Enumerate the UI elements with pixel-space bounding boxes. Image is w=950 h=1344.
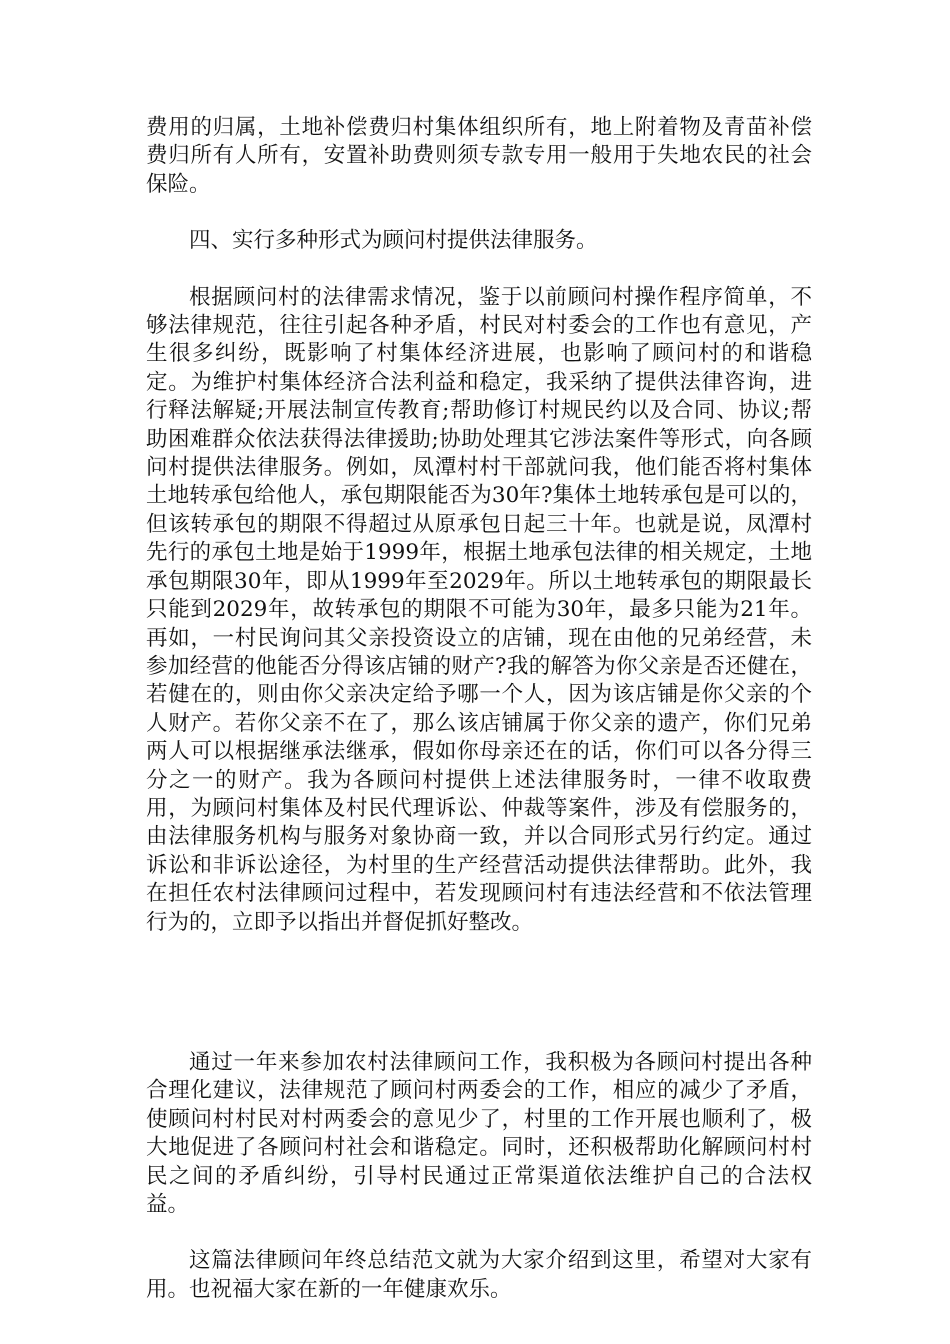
paragraph-year-summary: 通过一年来参加农村法律顾问工作，我积极为各顾问村提出各种合理化建议，法律规范了顾问村两委会的工作，相应的减少了矛盾，使顾问村村民对村两委会的意见少了，村里的工作开展也顺利了，极大地促进了各顾问村社会和谐稳定。同时，还积极帮助化解顾问村村民之间的矛盾纠纷，引导村民通过正常渠道依法维护自己的合法权益。 (146, 1049, 812, 1217)
section-heading-legal-services: 四、实行多种形式为顾问村提供法律服务。 (189, 228, 598, 254)
paragraph-closing: 这篇法律顾问年终总结范文就为大家介绍到这里，希望对大家有用。也祝福大家在新的一年健康欢乐。 (146, 1248, 812, 1302)
paragraph-legal-services-detail: 根据顾问村的法律需求情况，鉴于以前顾问村操作程序简单，不够法律规范，往往引起各种矛盾，村民对村委会的工作也有意见，产生很多纠纷，既影响了村集体经济进展，也影响了顾问村的和谐稳定。为维护村集体经济合法利益和稳定，我采纳了提供法律咨询，进行释法解疑;开展法制宣传教育;帮助修订村规民约以及合同、协议;帮助困难群众依法获得法律援助;协助处理其它涉法案件等形式，向各顾问村提供法律服务。例如，凤潭村村干部就问我，他们能否将村集体土地转承包给他人，承包期限能否为30年?集体土地转承包是可以的，但该转承包的期限不得超过从原承包日起三十年。也就是说，凤潭村先行的承包土地是始于1999年，根据土地承包法律的相关规定，土地承包期限30年，即从1999年至2029年。所以土地转承包的期限最长只能到2029年，故转承包的期限不可能为30年，最多只能为21年。再如，一村民询问其父亲投资设立的店铺，现在由他的兄弟经营，未参加经营的他能否分得该店铺的财产?我的解答为你父亲是否还健在，若健在的，则由你父亲决定给予哪一个人，因为该店铺是你父亲的个人财产。若你父亲不在了，那么该店铺属于你父亲的遗产，你们兄弟两人可以根据继承法继承，假如你母亲还在的话，你们可以各分得三分之一的财产。我为各顾问村提供上述法律服务时，一律不收取费用，为顾问村集体及村民代理诉讼、仲裁等案件，涉及有偿服务的，由法律服务机构与服务对象协商一致，并以合同形式另行约定。通过诉讼和非诉讼途径，为村里的生产经营活动提供法律帮助。此外，我在担任农村法律顾问过程中，若发现顾问村有违法经营和不依法管理行为的，立即予以指出并督促抓好整改。 (146, 284, 812, 935)
paragraph-compensation-ownership: 费用的归属，土地补偿费归村集体组织所有，地上附着物及青苗补偿费归所有人所有，安置补助费则须专款专用一般用于失地农民的社会保险。 (146, 115, 812, 197)
document-page (146, 114, 812, 1304)
